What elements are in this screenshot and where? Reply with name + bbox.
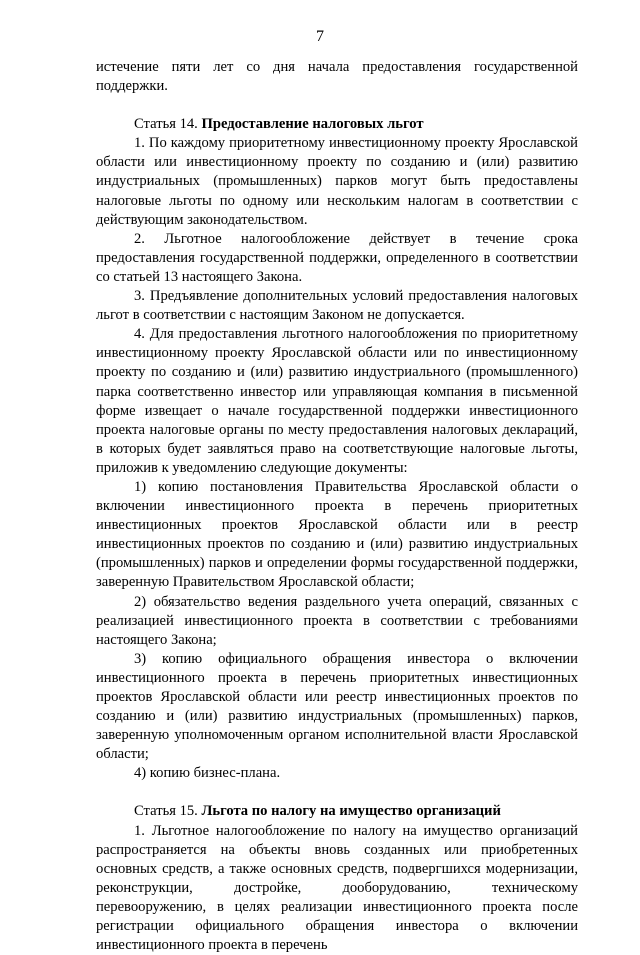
article-15-prefix: Статья 15.	[134, 803, 202, 820]
article-14-paragraph: 2. Льготное налогообложение действует в течение срока предоставления государственной поддержки, определенного в соответствии со статьей 13 настоящего Закона.	[96, 230, 578, 285]
document-body	[96, 58, 578, 955]
page-number: 7	[316, 28, 324, 45]
article-15-paragraph: 1. Льготное налогообложение по налогу на имущество организаций распространяется на объекты вновь созданных или приобретенных основных средств, а также основных средств, подвергшихся модернизации, реконструкции, достройке, дооборудованию, техническому перевооружению, в целях реализации инвестиционного проекта после регистрации официального обращения инвестора о включении инвестиционного проекта в перечень	[96, 822, 578, 954]
article-14-list-item: 1) копию постановления Правительства Ярославской области о включении инвестиционного проекта в перечень приоритетных инвестиционных проектов Ярославской области или в реестр инвестиционных проектов по созданию и (или) развитию индустриальных (промышленных) парков и определении формы государственной поддержки, заверенную Правительством Ярославской области;	[96, 478, 578, 591]
article-14-paragraph: 3. Предъявление дополнительных условий предоставления налоговых льгот в соответствии с настоящим Законом не допускается.	[96, 288, 578, 324]
article-15-heading	[96, 802, 578, 821]
article-14-prefix: Статья 14.	[134, 116, 202, 133]
article-14-paragraph: 1. По каждому приоритетному инвестиционному проекту Ярославской области или инвестиционному проекту по созданию и (или) развитию индустриальных (промышленных) парков могут быть предоставлены налоговые льготы по одному или нескольким налогам в соответствии с действующим законодательством.	[96, 135, 578, 228]
spacer	[96, 783, 578, 802]
spacer	[96, 96, 578, 115]
lead-paragraph: истечение пяти лет со дня начала предоставления государственной поддержки.	[96, 59, 578, 95]
article-14-heading	[96, 115, 578, 134]
article-14-title: Предоставление налоговых льгот	[201, 116, 424, 133]
article-14-list-item: 3) копию официального обращения инвестора о включении инвестиционного проекта в перечень приоритетных инвестиционных проектов Ярославской области или реестр инвестиционных проектов по созданию и (или) развитию индустриальных (промышленных) парков, заверенную уполномоченным органом исполнительной власти Ярославской области;	[96, 650, 578, 763]
article-14-list-item: 4) копию бизнес-плана.	[134, 765, 281, 782]
article-14-list-item: 2) обязательство ведения раздельного учета операций, связанных с реализацией инвестиционного проекта в соответствии с требованиями настоящего Закона;	[96, 593, 578, 648]
article-14-paragraph: 4. Для предоставления льготного налогообложения по приоритетному инвестиционному проекту Ярославской области или по инвестиционному проекту по созданию и (или) развитию индустриального (промышленного) парка соответственно инвестор или управляющая компания в письменной форме извещает о начале государственной поддержки инвестиционного проекта налоговые органы по месту предоставления налоговых деклараций, в которых будет заявляться право на соответствующие налоговые льготы, приложив к уведомлению следующие документы:	[96, 326, 578, 476]
article-15-title: Льгота по налогу на имущество организаций	[201, 803, 501, 820]
